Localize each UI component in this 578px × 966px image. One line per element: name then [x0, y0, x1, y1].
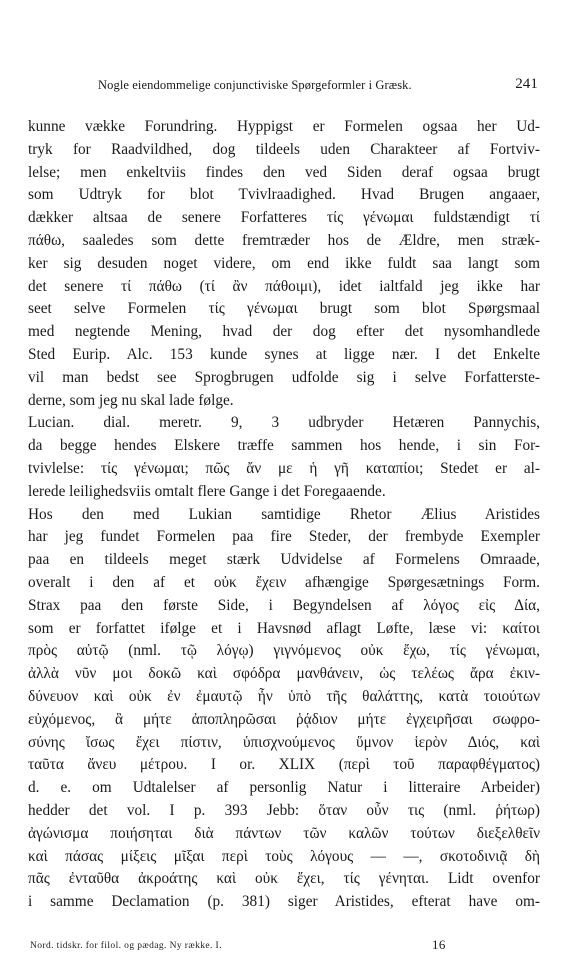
text-line: tryk for Raadvildhed, dog tildeels uden Charakteer af Fortviv-	[28, 140, 540, 158]
text-line: d. e. om Udtalelser af personlig Natur i litteraire Arbeider)	[28, 779, 540, 797]
text-line: ἀλλὰ νῦν μοι δοκῶ καὶ σφόδρα μανθάνειν, ὡς τελέως ἄρα ἐκιν-	[28, 665, 540, 683]
text-line: som er forfattet ifølge et i Havsnød aflagt Løfte, læse vi: καίτοι	[28, 619, 540, 637]
text-line: Sted Eurip. Alc. 153 kunde synes at ligge nær. I det Enkelte	[28, 345, 540, 363]
body-text	[28, 116, 540, 914]
text-line: Hos den med Lukian samtidige Rhetor Ælius Aristides	[28, 505, 540, 523]
text-line: derne, som jeg nu skal lade følge.	[28, 391, 234, 409]
running-head	[30, 76, 548, 94]
text-line: vil man bedst see Sprogbrugen udfolde sig i selve Forfatterste-	[28, 368, 540, 386]
text-line: dækker altsaa de senere Forfatteres τίς γένωμαι fuldstændigt τί	[28, 209, 540, 227]
text-line: Lucian. dial. meretr. 9, 3 udbryder Hetæren Pannychis,	[28, 414, 540, 432]
text-line: overalt i den af et οὐκ ἔχειν afhængige Spørgesætnings Form.	[28, 573, 540, 591]
text-line: πᾶς ἐνταῦθα ἀκροάτης καὶ οὐκ ἔχει, τίς γένηται. Lidt ovenfor	[28, 870, 540, 888]
text-line: lelse; men enkeltviis findes den ved Siden deraf ogsaa brugt	[28, 163, 540, 181]
text-line: ker sig desuden noget videre, om end ikke fuldt saa langt som	[28, 254, 540, 272]
text-line: καὶ πάσας μίξεις μῖξαι περὶ τοὺς λόγους — —, σκοτοδινιᾷ δὴ	[28, 847, 540, 865]
text-line: har jeg fundet Formelen paa fire Steder, der frembyde Exempler	[28, 528, 540, 546]
page-footer	[30, 937, 550, 957]
text-line: δύνευον καὶ οὐκ ἐν ἐμαυτῷ ἦν ὑπὸ τῆς θαλάττης, κατὰ τοιούτων	[28, 687, 540, 705]
text-line: πρὸς αὐτῷ (nml. τῷ λόγῳ) γιγνόμενος οὐκ ἔχω, τίς γένωμαι,	[28, 642, 540, 660]
text-line: hedder det vol. I p. 393 Jebb: ὅταν οὖν τις (nml. ῥήτωρ)	[28, 801, 540, 819]
text-line: lerede leilighedsviis omtalt flere Gange i det Foregaaende.	[28, 482, 386, 500]
text-line: som Udtryk for blot Tvivlraadighed. Hvad Brugen angaaer,	[28, 186, 540, 204]
text-line: i samme Declamation (p. 381) siger Aristides, efterat have om-	[28, 893, 540, 911]
page-number: 241	[515, 76, 538, 92]
text-line: Strax paa den første Side, i Begyndelsen af λόγος εἰς Δία,	[28, 596, 540, 614]
text-line: med negtende Mening, hvad der dog efter det nysomhandlede	[28, 323, 540, 341]
text-line: ταῦτα ἄνευ μέτρου. I or. XLIX (περὶ τοῦ παραφθέγματος)	[28, 756, 540, 774]
text-line: tvivlelse: τίς γένωμαι; πῶς ἄν με ἡ γῆ καταπίοι; Stedet er al-	[28, 459, 540, 477]
text-line: seet selve Formelen τίς γένωμαι brugt som blot Spørgsmaal	[28, 300, 540, 318]
text-line: det senere τί πάθω (τί ἂν πάθοιμι), idet ialtfald jeg ikke har	[28, 277, 540, 295]
text-line: da begge hendes Elskere træffe sammen hos hende, i sin For-	[28, 437, 540, 455]
text-line: πάθω, saaledes som dette fremtræder hos de Ældre, men stræk-	[28, 231, 540, 249]
text-line: paa en tildeels meget stærk Udvidelse af Formelens Omraade,	[28, 551, 540, 569]
text-line: kunne vække Forundring. Hyppigst er Formelen ogsaa her Ud-	[28, 118, 540, 135]
journal-note: Nord. tidskr. for filol. og pædag. Ny række. I.	[30, 941, 222, 951]
text-line: ἀγώνισμα ποιήσηται διὰ πάντων τῶν καλῶν τούτων διεξελθεῖν	[28, 824, 540, 842]
sheet-signature: 16	[432, 937, 446, 952]
text-line: εὐχόμενος, ἃ μήτε ἀποπληρῶσαι ῥᾴδιον μήτε ἐγχειρῆσαι σωφρο-	[28, 710, 540, 728]
text-line: σύνης ἴσως ἔχει πίστιν, ὑπισχνούμενος ὕμνον ἱερὸν Διός, καὶ	[28, 733, 540, 751]
running-title: Nogle eiendommelige conjunctiviske Spørgeformler i Græsk.	[98, 78, 412, 92]
